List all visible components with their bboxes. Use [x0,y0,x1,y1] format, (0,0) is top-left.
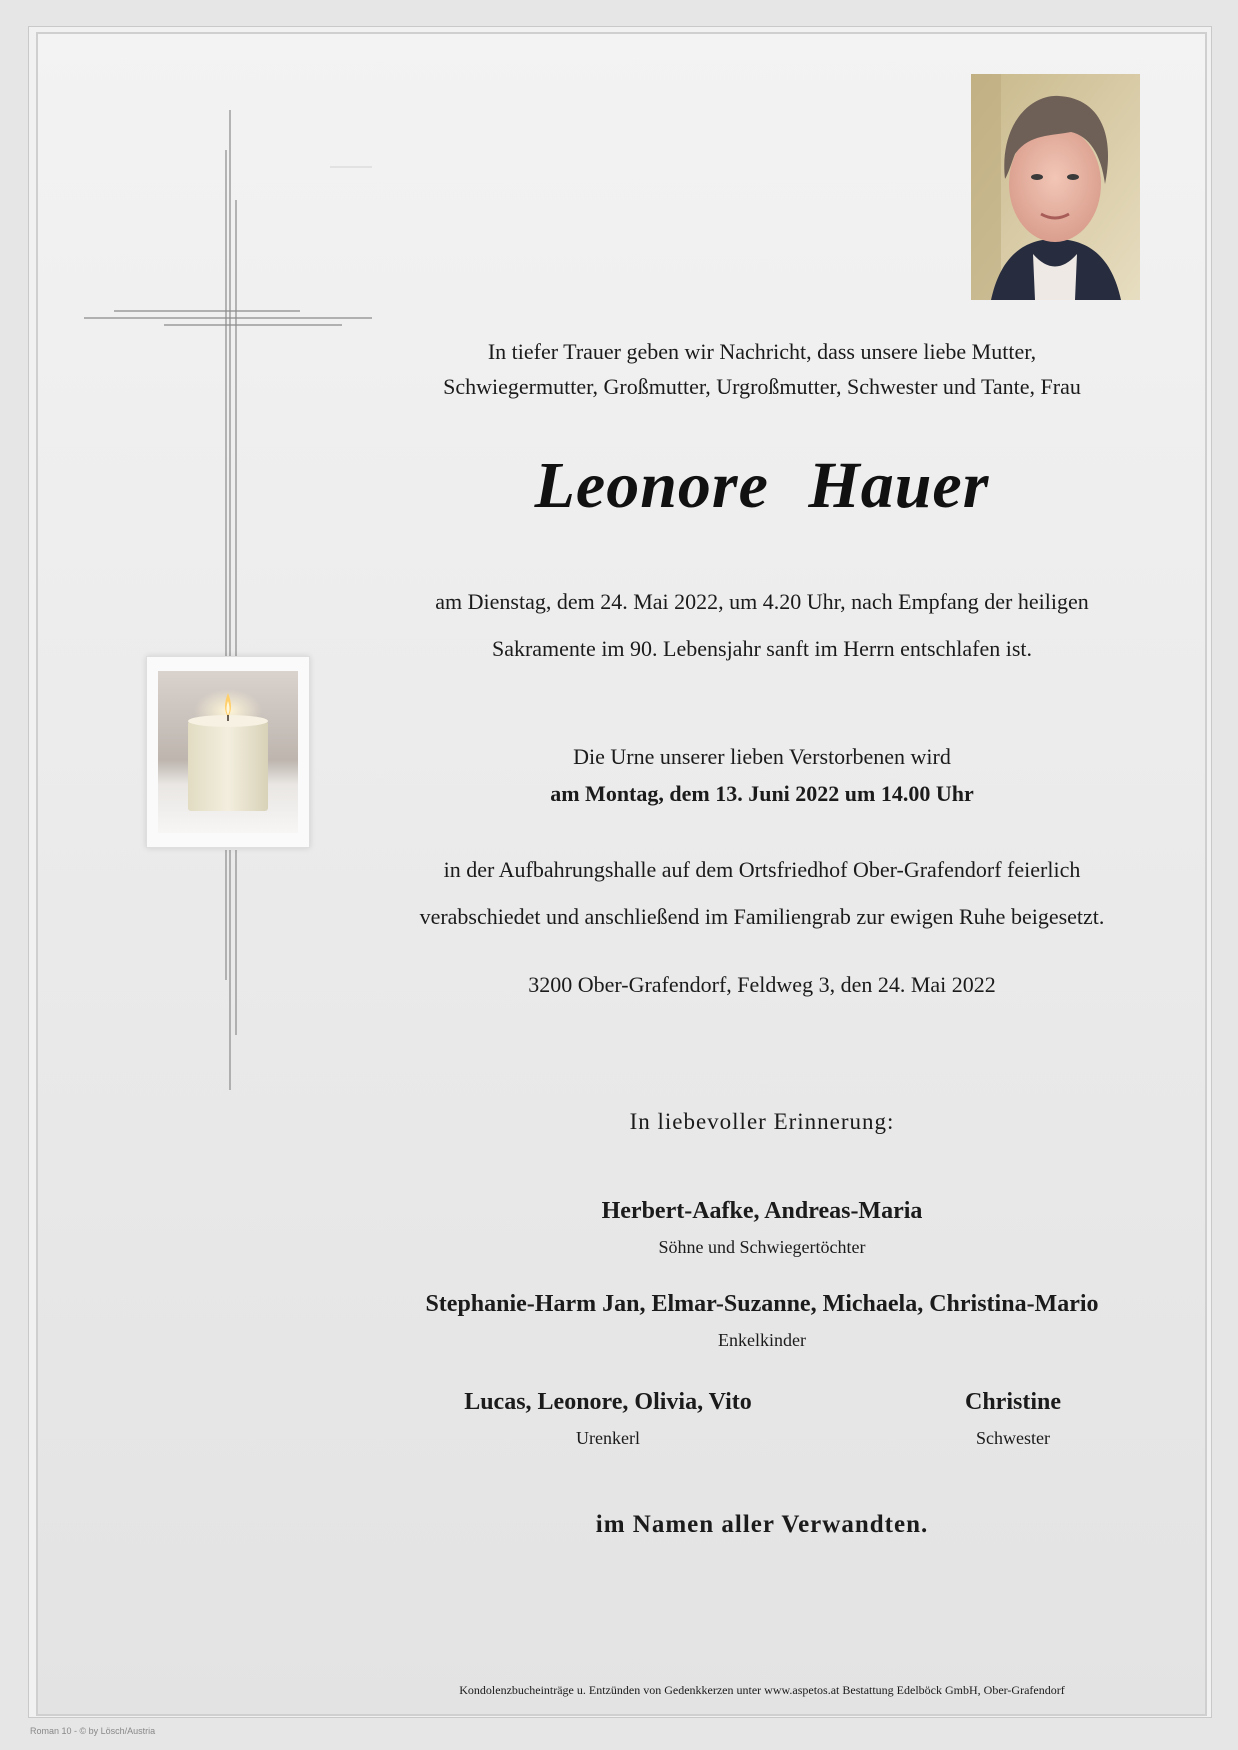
template-credit: Roman 10 - © by Lösch/Austria [30,1726,156,1736]
address-date: 3200 Ober-Grafendorf, Feldweg 3, den 24. Mai 2022 [528,972,996,997]
closing-line: im Namen aller Verwandten. [595,1511,929,1538]
mourner-names: Herbert-Aafke, Andreas-Maria [601,1198,923,1224]
intro-line-1: In tiefer Trauer geben wir Nachricht, dass unsere liebe Mutter, [487,339,1037,364]
memory-heading: In liebevoller Erinnerung: [629,1109,895,1134]
candle-image [146,656,310,848]
mourner-relation: Enkelkinder [718,1330,806,1350]
ceremony-date: am Montag, dem 13. Juni 2022 um 14.00 Uhr [550,781,974,806]
intro-line-2: Schwiegermutter, Großmutter, Urgroßmutter, Schwester und Tante, Frau [443,374,1081,399]
death-text [380,578,1144,672]
candle-icon [158,671,298,833]
place-line-1: in der Aufbahrungshalle auf dem Ortsfriedhof Ober-Grafendorf feierlich [443,857,1081,882]
mourner-relation: Schwester [976,1428,1050,1448]
intro-text [380,334,1144,404]
urn-line-1: Die Urne unserer lieben Verstorbenen wird [573,744,951,769]
urn-text [380,738,1144,812]
footer-note: Kondolenzbucheinträge u. Entzünden von Gedenkkerzen unter www.aspetos.at Bestattung Edelböck GmbH, Ober-Grafendorf [459,1683,1065,1697]
deceased-name: Leonore Hauer [534,449,990,522]
place-line-2: verabschiedet und anschließend im Familiengrab zur ewigen Ruhe beigesetzt. [419,904,1105,929]
mourner-relation: Urenkerl [576,1428,640,1448]
portrait-photo [971,74,1140,300]
death-line-1: am Dienstag, dem 24. Mai 2022, um 4.20 Uhr, nach Empfang der heiligen [435,589,1089,614]
mourner-names: Christine [965,1389,1061,1415]
place-text [380,846,1144,940]
mourner-relation: Söhne und Schwiegertöchter [658,1237,866,1257]
mourner-names: Lucas, Leonore, Olivia, Vito [464,1389,752,1415]
mourner-names: Stephanie-Harm Jan, Elmar-Suzanne, Michaela, Christina-Mario [425,1291,1099,1317]
death-line-2: Sakramente im 90. Lebensjahr sanft im Herrn entschlafen ist. [491,636,1033,661]
